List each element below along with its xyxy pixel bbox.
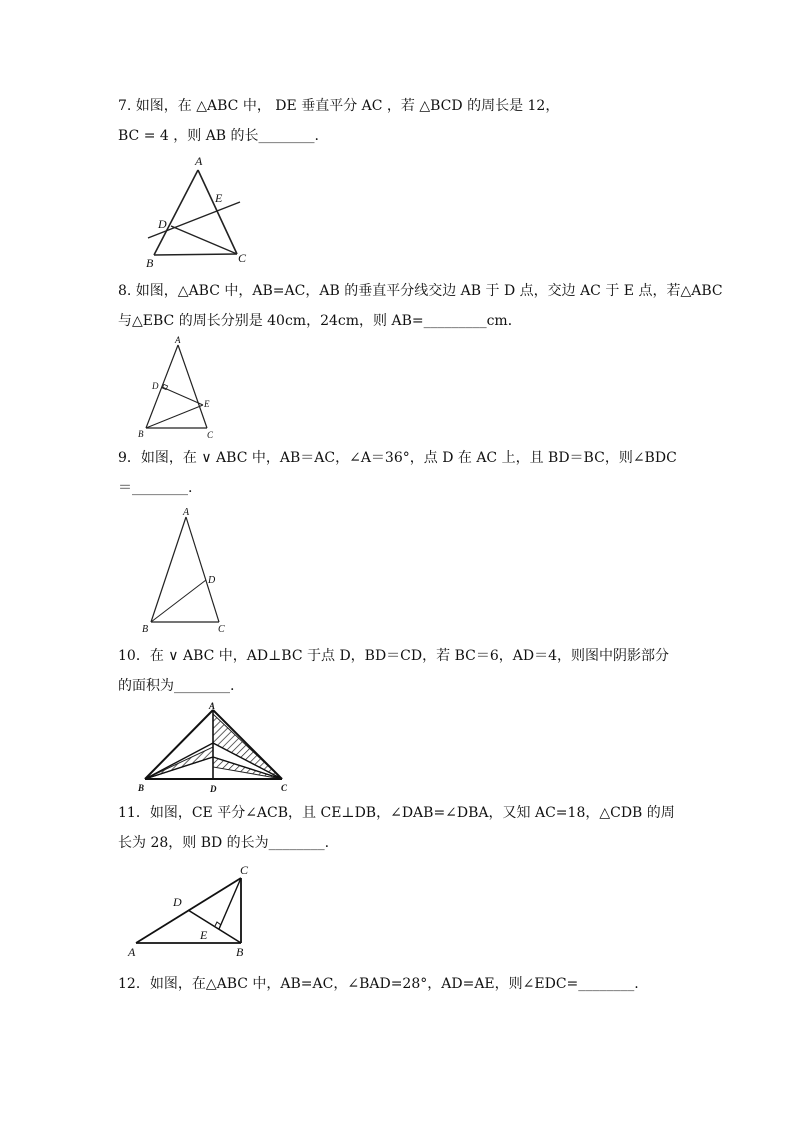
q7-label-b: B <box>146 256 154 270</box>
q10-text-line1: 10．在 ∨ ABC 中，AD⊥BC 于点 D，BD＝CD，若 BC＝6，AD＝4，则图中阴影部分 <box>118 648 669 664</box>
q7-text-line1: 7. 如图，在 △ABC 中， DE 垂直平分 AC ，若 △BCD 的周长是 12， <box>118 98 560 114</box>
q8-figure <box>135 333 235 443</box>
q8-label-a: A <box>175 335 181 345</box>
q8-text-line2: 与△EBC 的周长分别是 40cm，24cm，则 AB=_________cm． <box>118 313 522 329</box>
q9-figure <box>138 505 248 635</box>
q10-label-d: D <box>210 784 217 794</box>
q9-label-c: C <box>218 624 225 635</box>
q9-label-d: D <box>208 575 216 586</box>
q11-label-e: E <box>200 928 208 942</box>
q9-text-line2: ＝________. <box>118 480 193 496</box>
q10-text-line2: 的面积为________. <box>118 678 235 694</box>
q10-label-a: A <box>209 701 216 711</box>
q8-text-line1: 8. 如图，△ABC 中，AB=AC，AB 的垂直平分线交边 AB 于 D 点，交边 AC 于 E 点，若△ABC <box>118 283 723 299</box>
q11-label-a: A <box>128 945 136 959</box>
q11-label-c: C <box>240 863 249 877</box>
q8-label-b: B <box>138 429 144 439</box>
q11-label-b: B <box>236 945 244 959</box>
q11-text-line2: 长为 28，则 BD 的长为________. <box>118 835 330 851</box>
q7-text-line2: BC = 4 ，则 AB 的长________. <box>118 128 319 144</box>
q7-label-e: E <box>215 191 223 205</box>
q7-label-a: A <box>195 154 203 168</box>
q7-figure <box>140 150 260 270</box>
q9-label-a: A <box>183 507 190 518</box>
q10-figure <box>135 700 300 800</box>
q7-label-d: D <box>158 217 167 231</box>
q9-label-b: B <box>142 624 149 635</box>
q8-label-e: E <box>204 399 210 409</box>
q10-label-b: B <box>138 783 145 793</box>
q7-label-c: C <box>238 251 247 265</box>
q8-label-c: C <box>207 430 214 440</box>
q9-text-line1: 9．如图，在 ∨ ABC 中，AB＝AC，∠A＝36°，点 D 在 AC 上，且 BD＝BC，则∠BDC <box>118 450 677 466</box>
q12-text-line1: 12．如图，在△ABC 中，AB=AC，∠BAD=28°，AD=AE，则∠EDC=________. <box>118 976 639 992</box>
q11-figure <box>125 858 260 963</box>
q11-text-line1: 11．如图，CE 平分∠ACB，且 CE⊥DB，∠DAB=∠DBA，又知 AC=18，△CDB 的周 <box>118 805 675 821</box>
q10-label-c: C <box>281 783 288 793</box>
q11-label-d: D <box>173 895 182 909</box>
q8-label-d: D <box>152 381 159 391</box>
